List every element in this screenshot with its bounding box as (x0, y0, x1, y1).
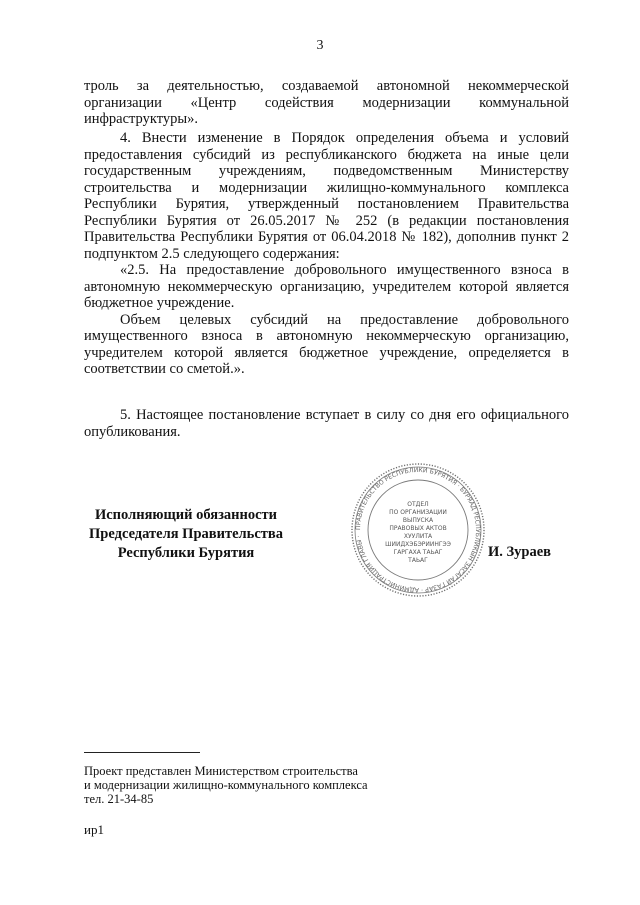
seal-text-line: ОТДЕЛ (407, 501, 429, 508)
paragraph-text: 5. Настоящее постановление вступает в силу со дня его официального опубликования. (84, 407, 569, 440)
seal-text-line: ШИИДХЭБЭРИИНГЭЭ (385, 541, 451, 548)
signatory-title-line: Исполняющий обязанности (94, 507, 278, 523)
footnote-line: и модернизации жилищно-коммунального комплекса (84, 778, 368, 792)
official-seal-stamp (350, 462, 486, 598)
signatory-title-line: Председателя Правительства (89, 526, 283, 542)
paragraph-item-4 (84, 130, 569, 378)
seal-text-line: ТАЬАГ (408, 557, 428, 564)
paragraph-text: 4. Внести изменение в Порядок определения объема и условий предоставления субсидий из республиканского бюджета на иные цели государственным учреждениям, подведомственным Министерству строительства и модернизации жилищно-коммунального комплекса Республики Бурятия, утвержденный постановлением Правительства Республики Бурятия от 26.05.2017 № 252 (в редакции постановления Правительства Республики Бурятия от 06.04.2018 № 182), дополнив пункт 2 подпунктом 2.5 следующего содержания: (84, 130, 569, 262)
seal-text-line: ПРАВОВЫХ АКТОВ (389, 525, 447, 532)
paragraph-text: троль за деятельностью, создаваемой автономной некоммерческой организации «Центр содействия модернизации коммунальной инфраструктуры». (84, 78, 569, 127)
seal-text-line: ВЫПУСКА (402, 517, 434, 524)
quoted-subclause-continuation: Объем целевых субсидий на предоставление добровольного имущественного взноса в автономную некоммерческую организацию, учредителем которой является бюджетное учреждение, определяется в соответствии со сметой.». (84, 311, 569, 377)
signatory-title (80, 506, 292, 563)
seal-text-line: ГАРГАХА ТАЬАГ (393, 549, 443, 556)
footnote-line: Проект представлен Министерством строительства (84, 764, 358, 778)
seal-ring-text: ПРАВИТЕЛЬСТВО РЕСПУБЛИКИ БУРЯТИЯ · БУРЯАД РЕСПУБЛИКЫН ЗАСАГАЙ ГАЗАР · АДМИНИСТРАЦИЯ ГЛАВЫ · (354, 466, 482, 594)
seal-text-line: ПО ОРГАНИЗАЦИИ (389, 509, 447, 516)
paragraph-item-5 (84, 407, 569, 440)
seal-text-line: ХУУЛИТА (403, 533, 433, 540)
paragraph-continuation (84, 78, 569, 128)
quoted-subclause: «2.5. На предоставление добровольного имущественного взноса в автономную некоммерческую организацию, учредителем которой является бюджетное учреждение. (84, 262, 569, 311)
signatory-title-line: Республики Бурятия (117, 545, 255, 561)
footnote (84, 764, 484, 806)
page-number: 3 (316, 38, 324, 53)
signatory-name: И. Зураев (488, 544, 552, 560)
footnote-line: тел. 21-34-85 (84, 792, 154, 806)
executor-initials: ир1 (84, 822, 104, 837)
footnote-divider (84, 752, 200, 753)
